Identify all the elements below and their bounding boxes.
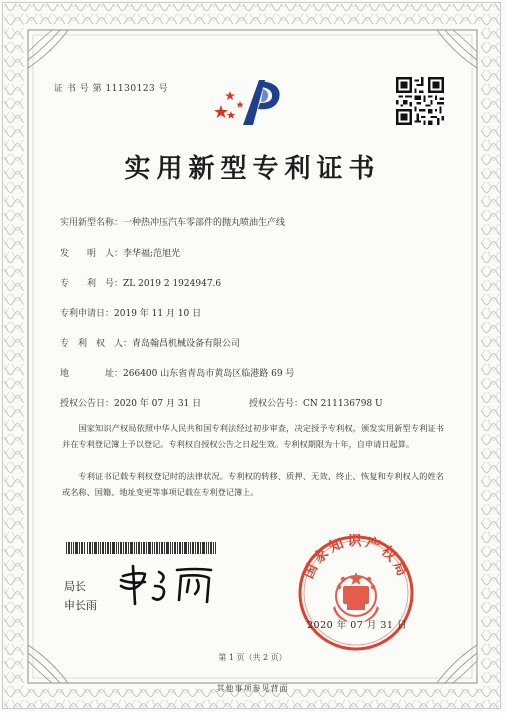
field-grant-number [249, 396, 383, 409]
field-label: 专 利 权 人： [60, 339, 133, 349]
director-title: 局长 [64, 580, 86, 593]
certificate-number-suffix: 号 [158, 84, 169, 94]
field-value: CN 211136798 U [303, 399, 383, 409]
certificate-number [54, 81, 168, 94]
field-value: ZL 2019 2 1924947.6 [123, 279, 222, 289]
footer-note: 其他事项参见背面 [216, 684, 289, 693]
field-label: 专利申请日： [60, 309, 115, 319]
field-label: 授权公告号： [249, 399, 304, 409]
field-value: 李华福;范旭光 [123, 249, 181, 259]
field-value: 青岛翰昌机械设备有限公司 [132, 339, 241, 349]
field-value: 2019 年 11 月 10 日 [114, 309, 202, 319]
field-inventors [60, 246, 180, 259]
director-name: 申长雨 [64, 599, 97, 612]
field-label: 地 址： [60, 369, 124, 379]
legal-status-paragraph: 专利证书记载专利权登记时的法律状况。专利权的转移、质押、无效、终止、恢复和专利权人的姓名或名称、国籍、地址变更等事项记载在专利登记簿上。 [62, 471, 444, 497]
certificate-number-value: 11130123 [105, 84, 156, 94]
field-utility-model-name [60, 215, 285, 228]
seal-text: 国家知识产权局 [300, 534, 412, 582]
field-label: 实用新型名称： [60, 218, 124, 228]
field-patentee [60, 336, 240, 349]
certificate-title: 实用新型专利证书 [124, 154, 381, 184]
seal-date: 2020 年 07 月 31 日 [307, 620, 407, 631]
field-label: 发 明 人： [60, 249, 124, 259]
field-grant-date [60, 396, 201, 409]
field-label: 授权公告日： [60, 399, 115, 409]
field-patent-number [60, 276, 221, 289]
official-seal [297, 534, 415, 652]
cnipa-logo-icon [213, 75, 288, 130]
field-application-date [60, 306, 201, 319]
field-value: 266400 山东省青岛市黄岛区临港路 69 号 [123, 369, 295, 379]
field-address [60, 366, 294, 379]
grant-statement-paragraph: 国家知识产权局依照中华人民共和国专利法经过初步审查，决定授予专利权，颁发实用新型专利证书并在专利登记簿上予以登记。专利权自授权公告之日起生效。专利权期限为十年，自申请日起算。 [62, 423, 444, 449]
certificate-number-label: 证 书 号 第 [54, 84, 103, 94]
handwritten-signature [115, 562, 225, 608]
field-value: 2020 年 07 月 31 日 [114, 399, 202, 409]
barcode-icon [66, 542, 216, 554]
qr-code-icon [396, 77, 444, 125]
field-label: 专 利 号： [60, 279, 124, 289]
page-number: 第 1 页（共 2 页） [218, 653, 287, 662]
field-value: 一种热冲压汽车零部件的抛丸喷油生产线 [123, 218, 286, 228]
